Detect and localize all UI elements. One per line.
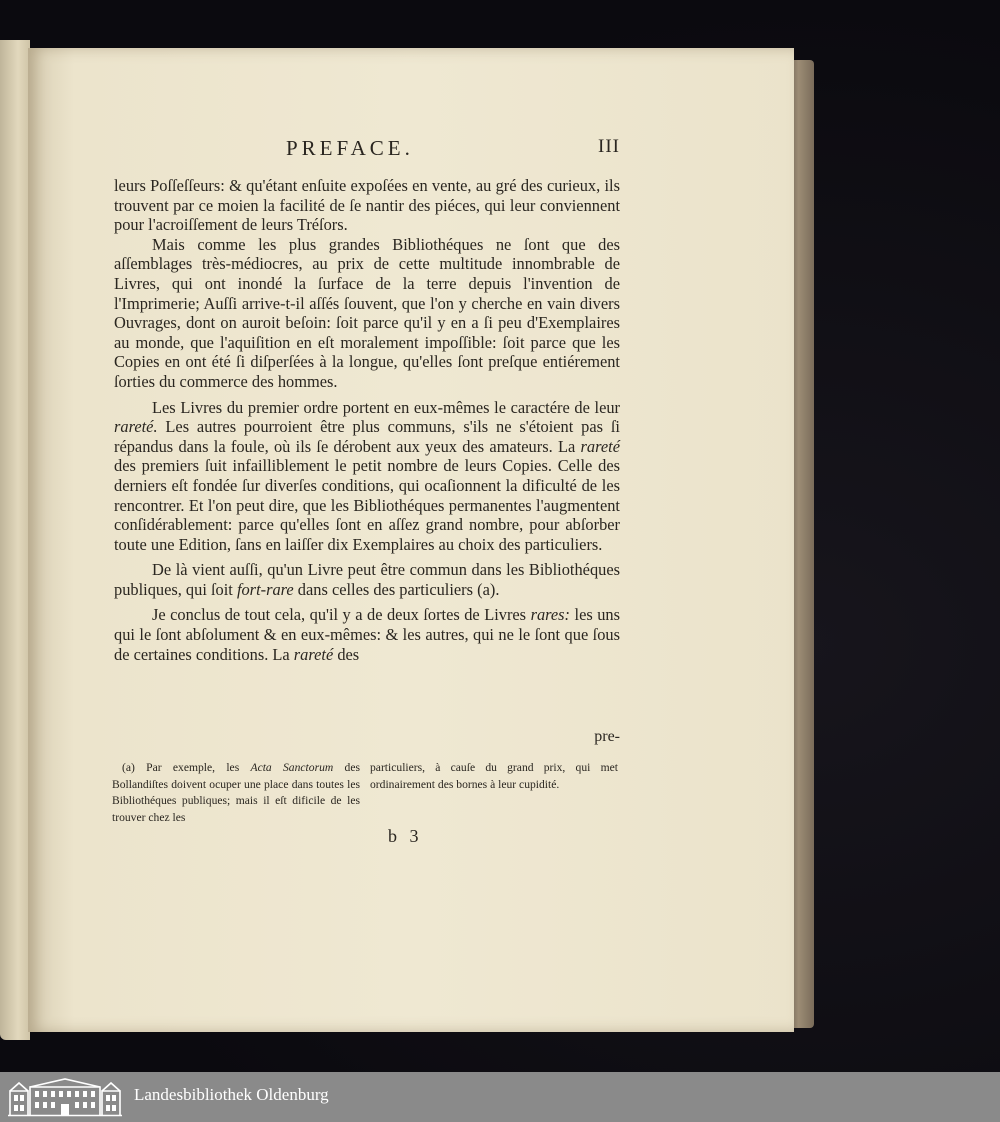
paragraph-5-text-c: des [333, 644, 360, 664]
paragraph-3 [114, 398, 620, 555]
footnote-column-left [112, 760, 360, 826]
emphasis-rarete-1: rareté. [114, 417, 158, 437]
footnote-continuation: particuliers, à cauſe du grand prix, qui met ordinairement des bornes à leur cupidité. [370, 761, 618, 791]
paragraph-1-line-3: piéces, qui leur conviennent pour l'acroiſſement de leurs Tréſors. [114, 195, 621, 235]
paragraph-1-line-2: des curieux, ils trouvent par ce moien la facilité de ſe nantir des [114, 176, 620, 215]
footnote-a-text-a: (a) Par exemple, les [122, 761, 251, 774]
paragraph-4-text-b: dans celles des particuliers (a). [293, 579, 500, 599]
paragraph-3-text-b: Les autres pourroient être plus communs, s'ils ne s'étoient pas ſi répandus dans la foule, où ils ſe dérobent aux yeux des amateurs. La [114, 417, 620, 456]
footnote-acta-sanctorum: Acta Sanctorum [250, 761, 334, 774]
emphasis-rares: rares: [530, 605, 571, 625]
paragraph-2: Mais comme les plus grandes Bibliothéques ne ſont que des aſſemblages très-médiocres, au prix de cette multitude innombrable de Livres, qui ont inondé la ſurface de la terre depuis l'invention de l'Imprimerie; Auſſi arrive-t-il aſſés ſouvent, que l'on y cherche en vain divers Ouvrages, dont on auroit beſoin: ſoit parce qu'il y en a ſi peu d'Exemplaires au monde, que l'aquiſition en eſt moralement impoſſible: ſoit parce que les Copies en ont été ſi diſperſées à la longue, qu'elles ſont preſque entiérement ſorties du commerce des hommes. [114, 234, 620, 391]
emphasis-rarete-3: rareté [293, 644, 334, 664]
paragraph-3-text-a: Les Livres du premier ordre portent en eux-mêmes le caractére de leur [152, 397, 620, 417]
library-name: Landesbibliothek Oldenburg [134, 1085, 329, 1104]
paragraph-1 [114, 176, 620, 235]
library-banner [0, 1072, 1000, 1122]
library-building-logo-icon [8, 1077, 122, 1117]
book-page [28, 48, 794, 1032]
paragraph-5 [114, 605, 620, 664]
running-title: PREFACE. [286, 136, 414, 160]
paragraph-1-line-1: leurs Poſſeſſeurs: & qu'étant enſuite expoſées en vente, au gré [114, 176, 517, 195]
paragraph-5-text-b: les uns qui le ſont abſolument & en eux-mêmes: & les autres, qui ne le ſont que ſous de certaines conditions. La [114, 605, 620, 664]
footnote-column-right [370, 760, 618, 793]
emphasis-rarete-2: rareté [580, 436, 620, 456]
facing-page-edge [0, 40, 30, 1040]
footnotes [112, 760, 620, 830]
body-text [114, 176, 620, 664]
page-header [28, 136, 794, 166]
footnote-a-text-b: des Bollandiſtes doivent ocuper une place dans toutes les Bibliothéques publiques; mais il eſt dificile de les trouver chez les [112, 761, 360, 824]
catchword: pre- [594, 728, 620, 745]
footnote-a [112, 760, 360, 826]
emphasis-fort-rare: fort-rare [236, 579, 294, 599]
signature-mark: b 3 [388, 826, 423, 846]
paragraph-5-text-a: Je conclus de tout cela, qu'il y a de deux ſortes de Livres [152, 605, 531, 625]
paragraph-4-text-a: De là vient auſſi, qu'un Livre peut être commun dans les Bibliothéques publiques, qui ſoit [114, 560, 620, 599]
page-number: III [598, 136, 620, 157]
paragraph-3-text-c: des premiers ſuit infailliblement le petit nombre de leurs Copies. Celle des derniers eſt fondée ſur diverſes conditions, qui ocaſionnent la dificulté de les rencontrer. Et l'on peut dire, que les Bibliothéques permanentes l'augmentent conſidérablement: parce qu'elles ſont en aſſez grand nombre, pour abſorber toute une Edition, ſans en laiſſer dix Exemplaires au choix des particuliers. [114, 456, 620, 554]
paragraph-4 [114, 560, 620, 599]
